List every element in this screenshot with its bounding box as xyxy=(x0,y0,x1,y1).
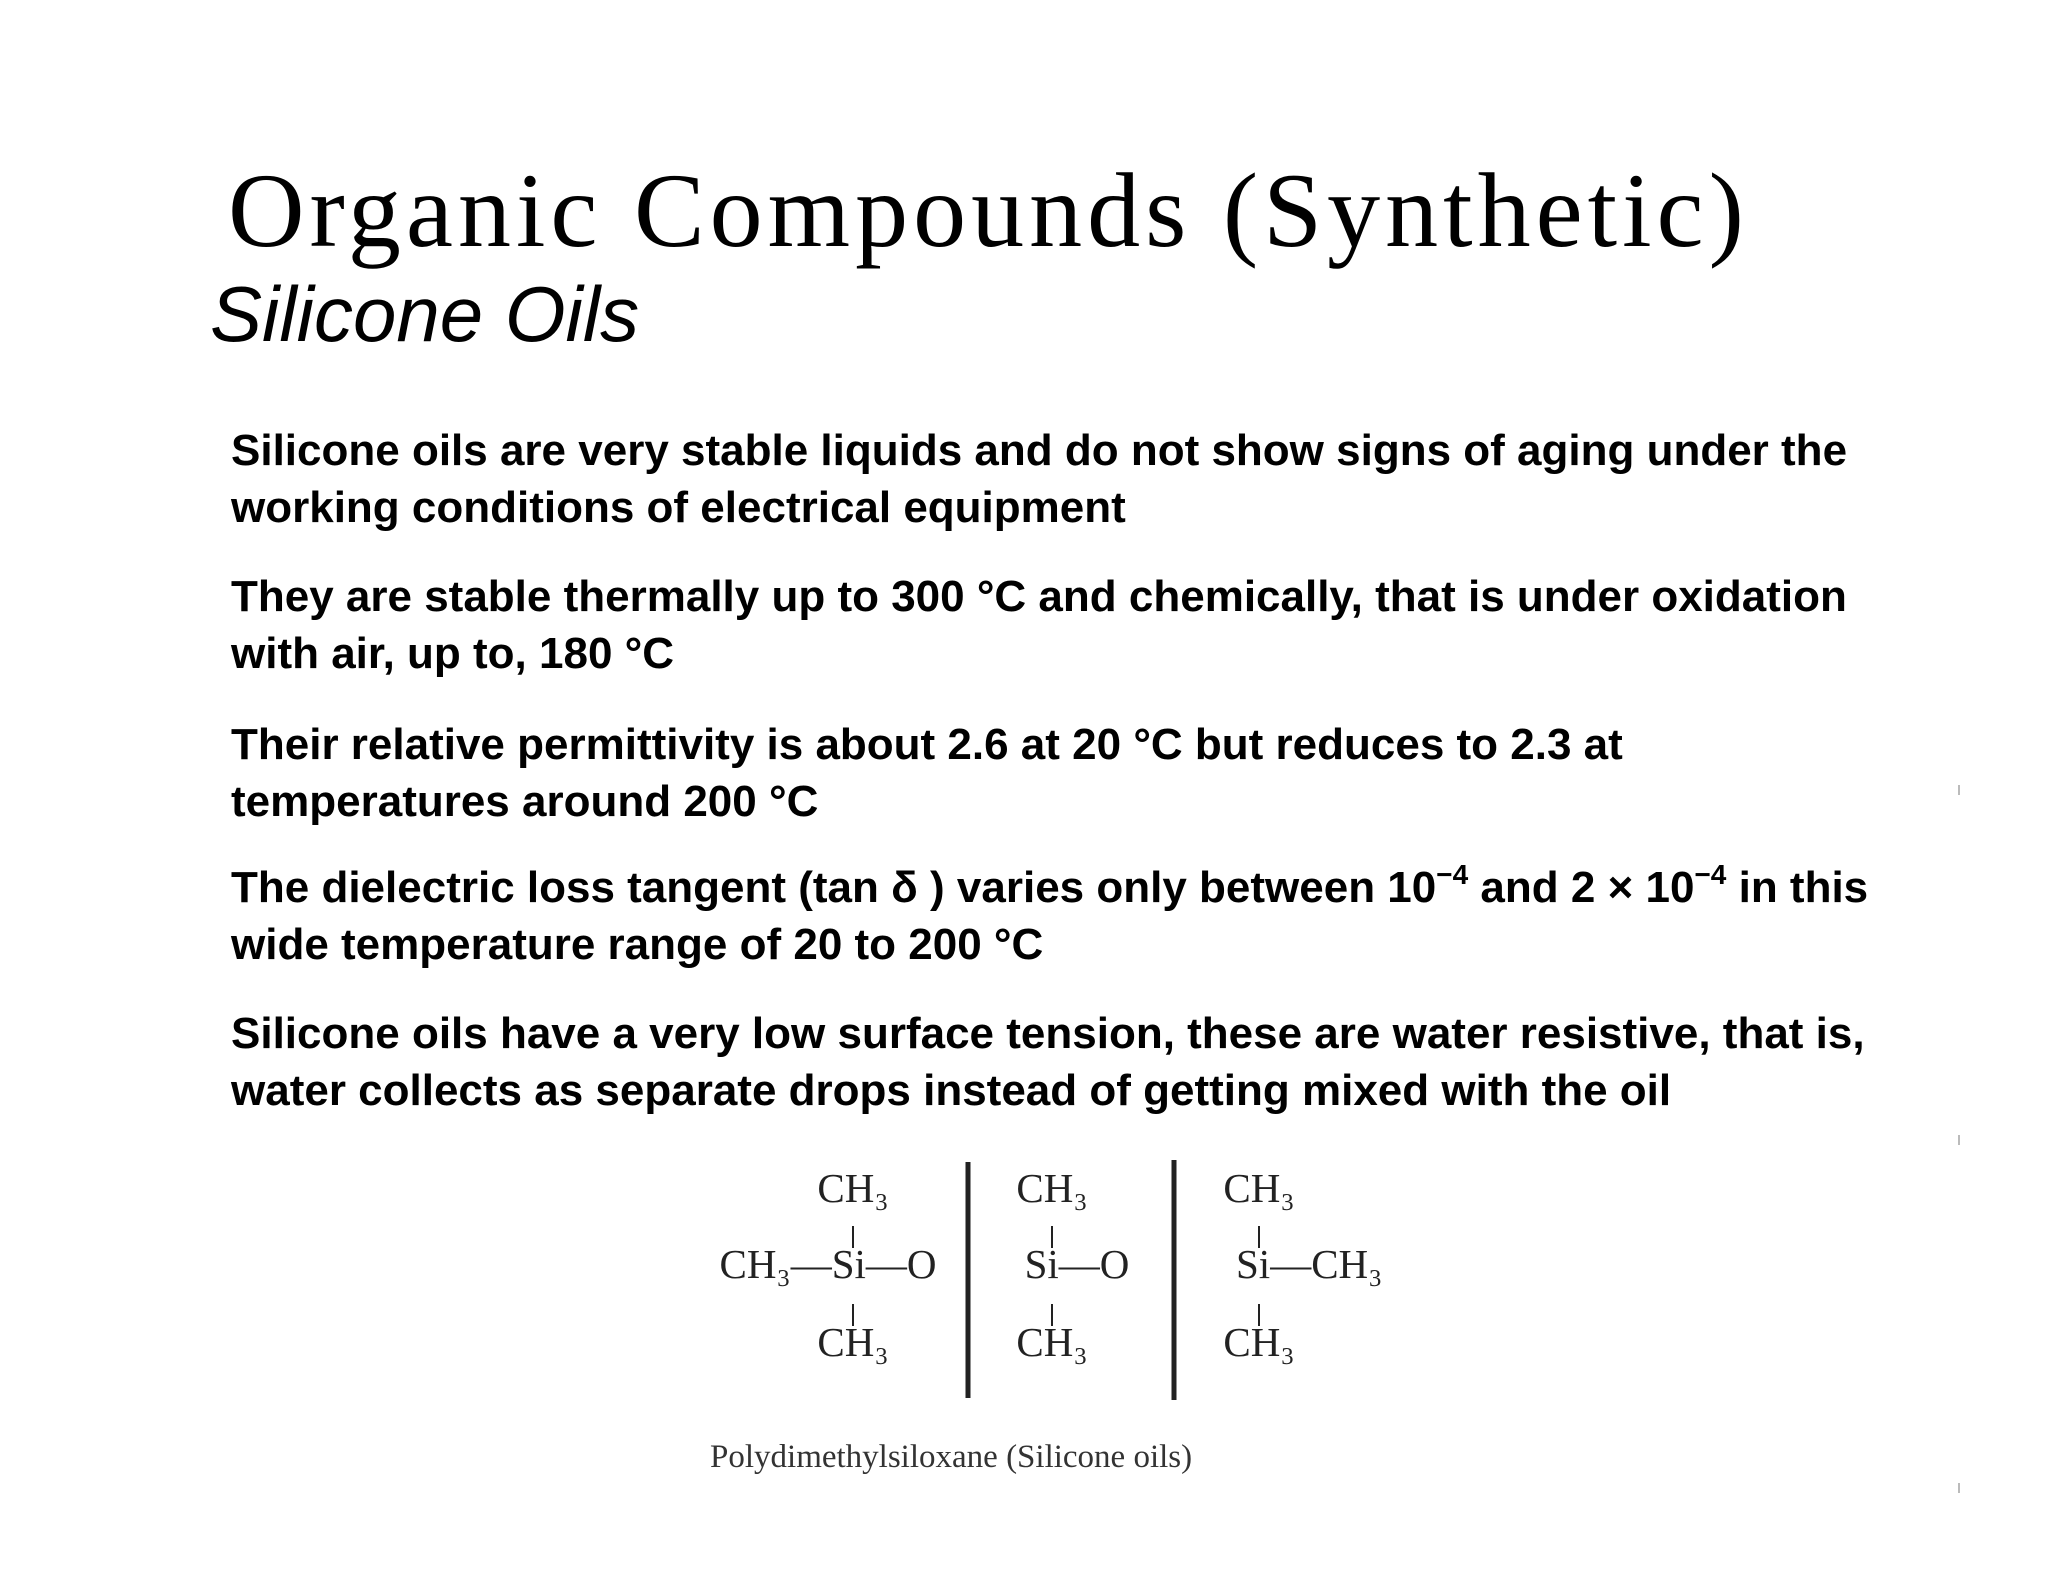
formula-right-bottom: CH₃ xyxy=(1223,1319,1295,1365)
formula-center-top: CH₃ xyxy=(1016,1165,1088,1211)
bullet-stability: Silicone oils are very stable liquids and do not show signs of aging under the working conditions of electrical equipment xyxy=(231,426,1848,532)
formula-center-bottom: CH₃ xyxy=(1016,1319,1088,1365)
formula-caption: Polydimethylsiloxane (Silicone oils) xyxy=(710,1439,1193,1475)
formula-left-top: CH₃ xyxy=(817,1165,889,1211)
formula-center-mid: Si—O xyxy=(1024,1241,1130,1287)
edge-mark xyxy=(1958,1483,1960,1493)
edge-mark xyxy=(1958,1135,1960,1145)
bullet-thermal-stability: They are stable thermally up to 300 °C and chemically, that is under oxidation with air, up to, 180 °C xyxy=(231,572,1847,678)
formula-left-mid: CH₃—Si—O xyxy=(719,1241,937,1287)
formula-left-bottom: CH₃ xyxy=(817,1319,889,1365)
bullet-surface-tension: Silicone oils have a very low surface tension, these are water resistive, that is, water collects as separate drops instead of getting mixed with the oil xyxy=(231,1009,1865,1115)
bullet-permittivity: Their relative permittivity is about 2.6 at 20 °C but reduces to 2.3 at temperatures around 200 °C xyxy=(231,720,1623,826)
edge-mark xyxy=(1958,785,1960,795)
loss-tangent-text-2: and 2 × 10 xyxy=(1468,863,1695,912)
slide-title: Organic Compounds (Synthetic) xyxy=(228,152,1749,269)
slide-subtitle: Silicone Oils xyxy=(210,270,640,358)
formula-right-mid: Si—CH₃ xyxy=(1236,1241,1383,1287)
loss-tangent-text-3: in this wide temperature range of 20 to 200 °C xyxy=(231,863,1869,969)
bullet-loss-tangent xyxy=(231,859,1891,973)
formula-right-top: CH₃ xyxy=(1223,1165,1295,1211)
loss-tangent-text-1: The dielectric loss tangent (tan δ ) varies only between 10 xyxy=(231,863,1437,912)
polydimethylsiloxane-structure xyxy=(700,1150,1420,1520)
loss-tangent-exponent-1: −4 xyxy=(1436,859,1469,890)
loss-tangent-exponent-2: −4 xyxy=(1694,859,1727,890)
